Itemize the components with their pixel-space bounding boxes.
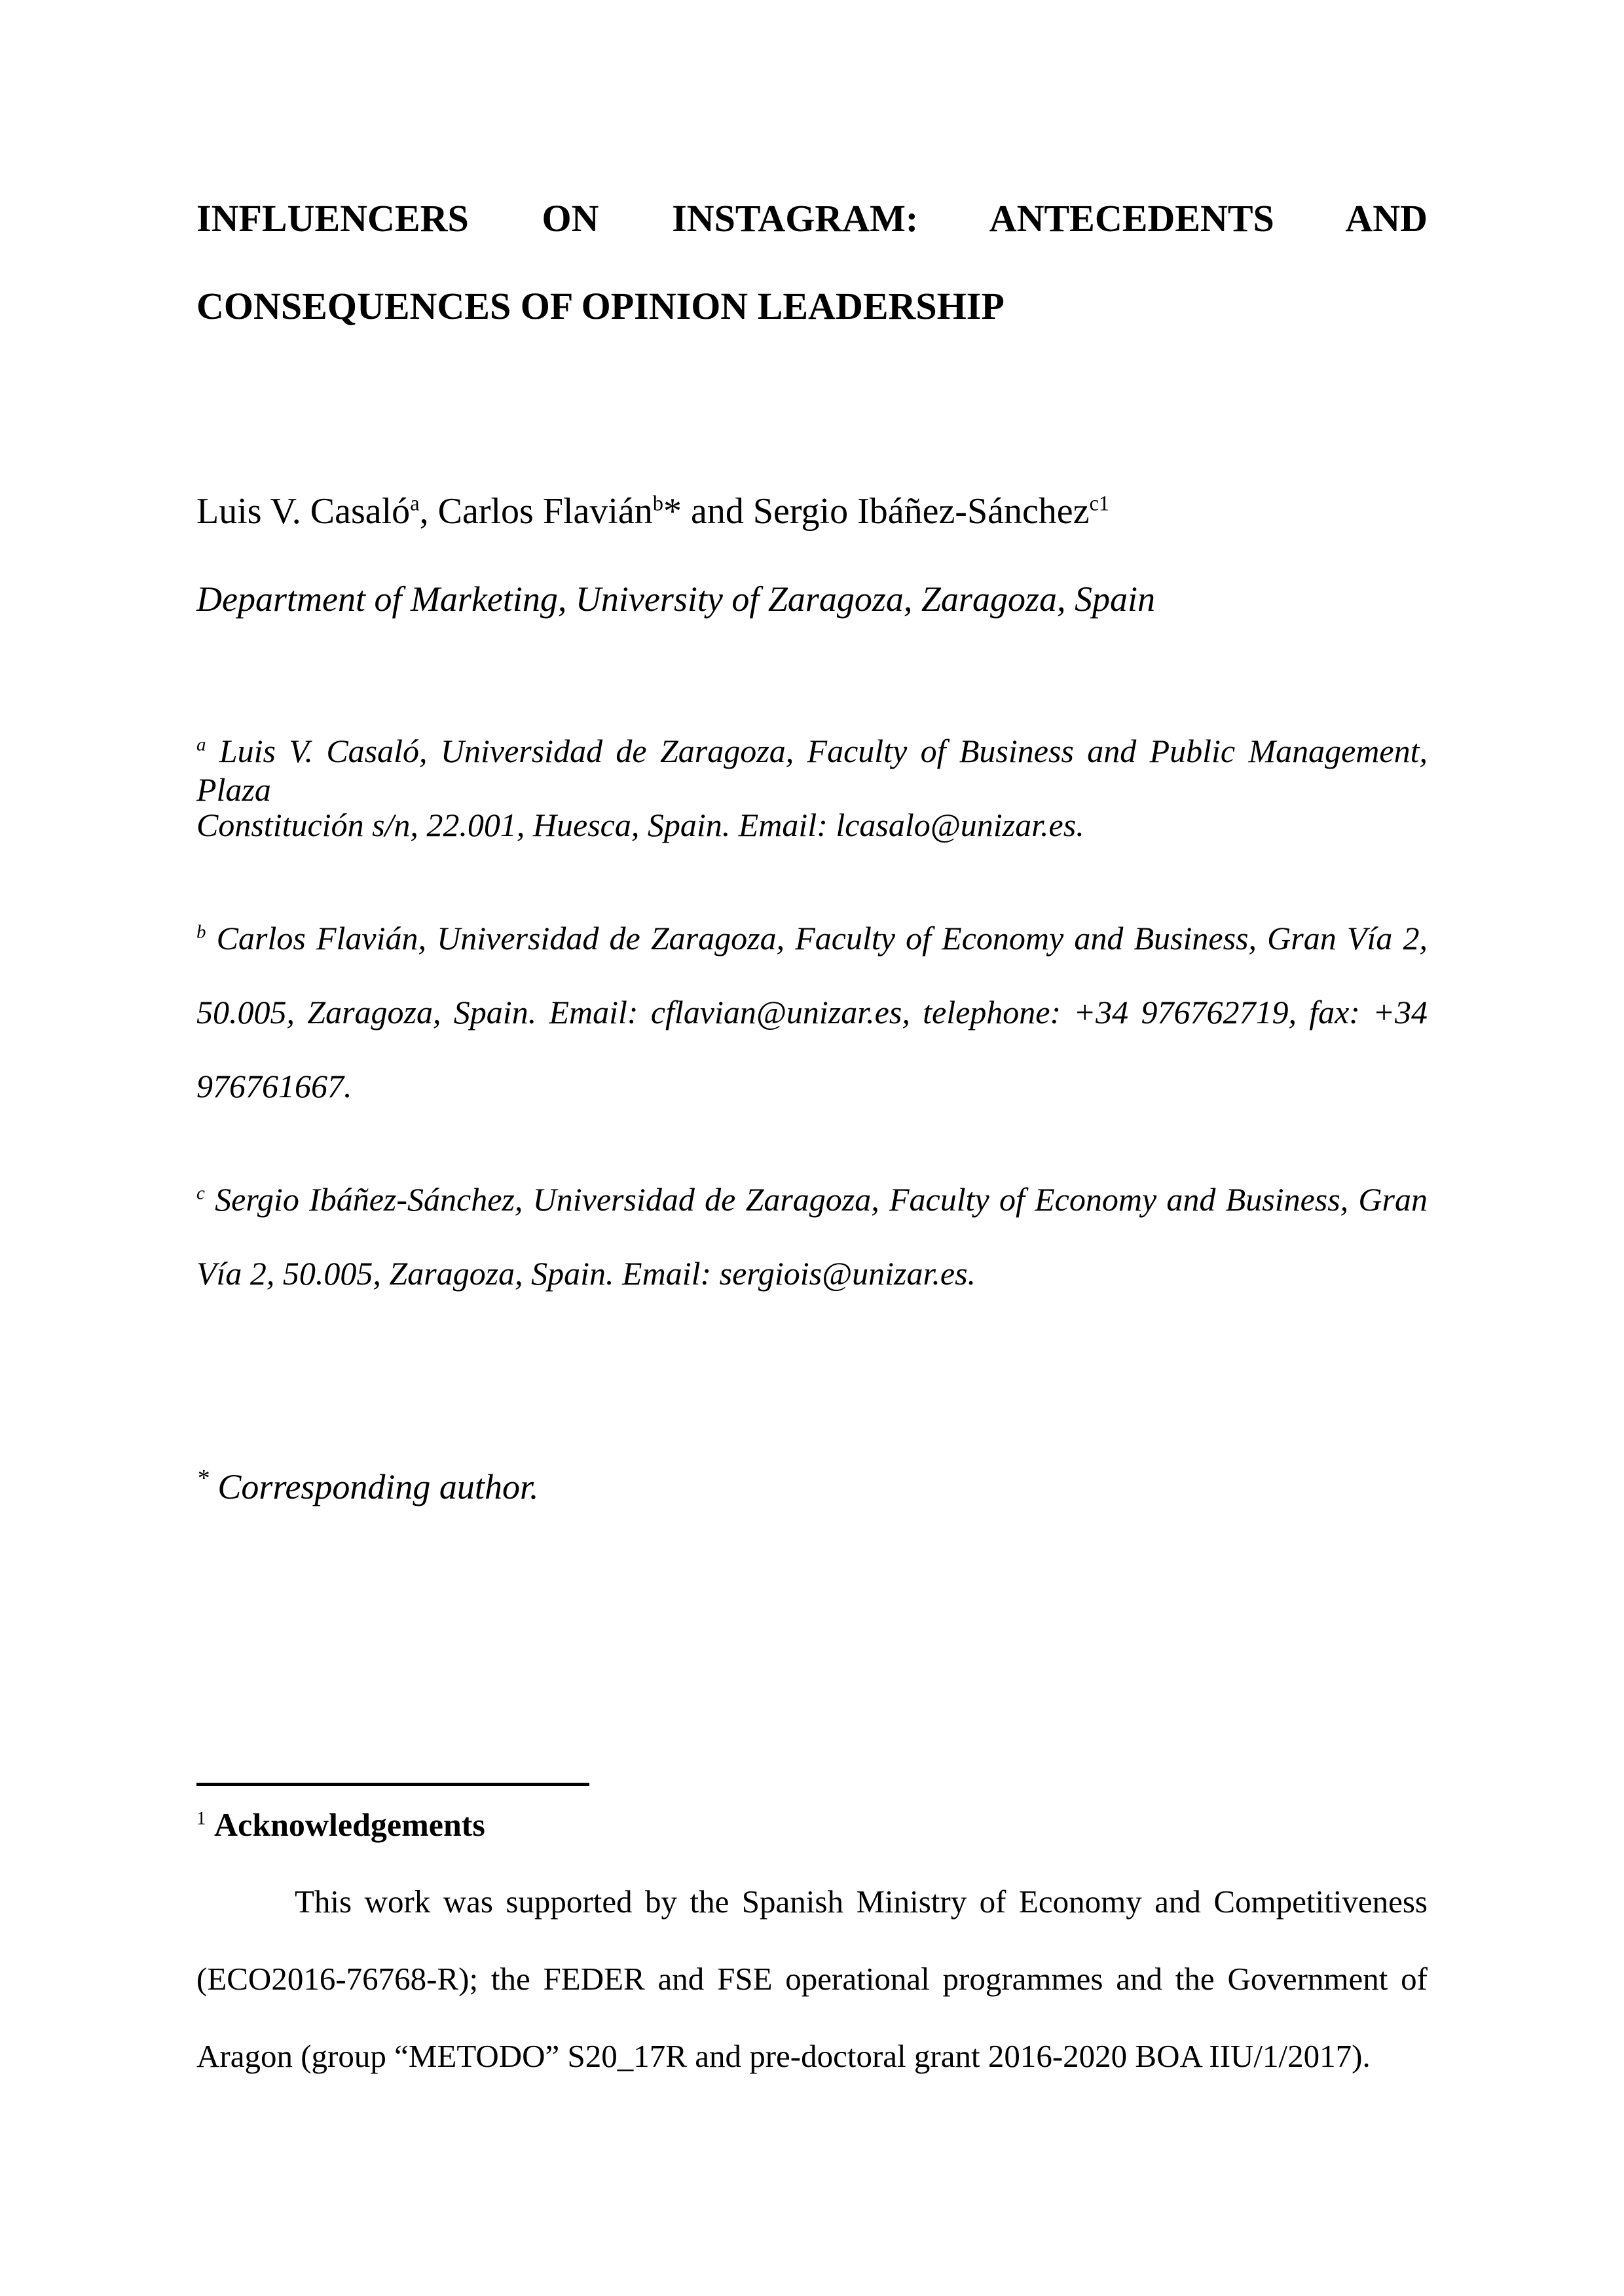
department-line: Department of Marketing, University of Zaragoza, Zaragoza, Spain: [196, 579, 1155, 619]
footnote-number: 1: [196, 1808, 206, 1829]
paper-title-line-2: CONSEQUENCES OF OPINION LEADERSHIP: [196, 285, 1005, 327]
authors-line: [196, 490, 1428, 533]
affiliation-c-mark: c: [196, 1182, 205, 1204]
affiliation-b-mark: b: [196, 921, 206, 943]
affiliation-a-text-1: Luis V. Casaló, Universidad de Zaragoza, Faculty of Business and Public Management, Plaza: [196, 733, 1428, 808]
affiliation-c-line-1: [196, 1180, 1428, 1219]
author-1-affiliation-mark: a: [410, 492, 420, 516]
footnote-line-2: (ECO2016-76768-R); the FEDER and FSE operational programmes and the Government of: [196, 1961, 1428, 1997]
affiliation-c-line-2: Vía 2, 50.005, Zaragoza, Spain. Email: sergiois@unizar.es.: [196, 1255, 976, 1292]
corresponding-author-mark: *: [196, 1465, 209, 1492]
affiliation-c-text-1: Sergio Ibáñez-Sánchez, Universidad de Zaragoza, Faculty of Economy and Business, Gran: [204, 1181, 1428, 1218]
footnote-line-1: This work was supported by the Spanish Ministry of Economy and Competitiveness: [295, 1884, 1428, 1920]
author-3-affiliation-mark: c1: [1089, 492, 1110, 516]
affiliation-b-text-1: Carlos Flavián, Universidad de Zaragoza, Faculty of Economy and Business, Gran Vía 2,: [206, 920, 1428, 957]
author-2: , Carlos Flavián: [419, 491, 653, 532]
corresponding-author-text: Corresponding author.: [208, 1467, 539, 1506]
footnote-line-3: Aragon (group “METODO” S20_17R and pre-doctoral grant 2016-2020 BOA IIU/1/2017).: [196, 2038, 1371, 2074]
footnote-separator-rule: [196, 1783, 589, 1786]
acknowledgements-heading-text: Acknowledgements: [214, 1806, 485, 1843]
affiliation-b-line-1: [196, 919, 1428, 958]
author-3: * and Sergio Ibáñez-Sánchez: [663, 491, 1090, 532]
affiliation-b-line-3: 976761667.: [196, 1068, 352, 1104]
acknowledgements-heading: [196, 1806, 1428, 1844]
paper-title-line-1: INFLUENCERS ON INSTAGRAM: ANTECEDENTS AND: [196, 197, 1428, 240]
corresponding-author-line: [196, 1467, 1428, 1508]
affiliation-a-line-2: Constitución s/n, 22.001, Huesca, Spain. Email: lcasalo@unizar.es.: [196, 807, 1084, 843]
author-2-affiliation-mark: b: [652, 492, 664, 516]
affiliation-b-line-2: 50.005, Zaragoza, Spain. Email: cflavian@unizar.es, telephone: +34 976762719, fax: +34: [196, 994, 1428, 1030]
affiliation-a-mark: a: [196, 734, 206, 756]
affiliation-a-line-1: [196, 732, 1428, 809]
author-1: Luis V. Casaló: [196, 491, 411, 532]
